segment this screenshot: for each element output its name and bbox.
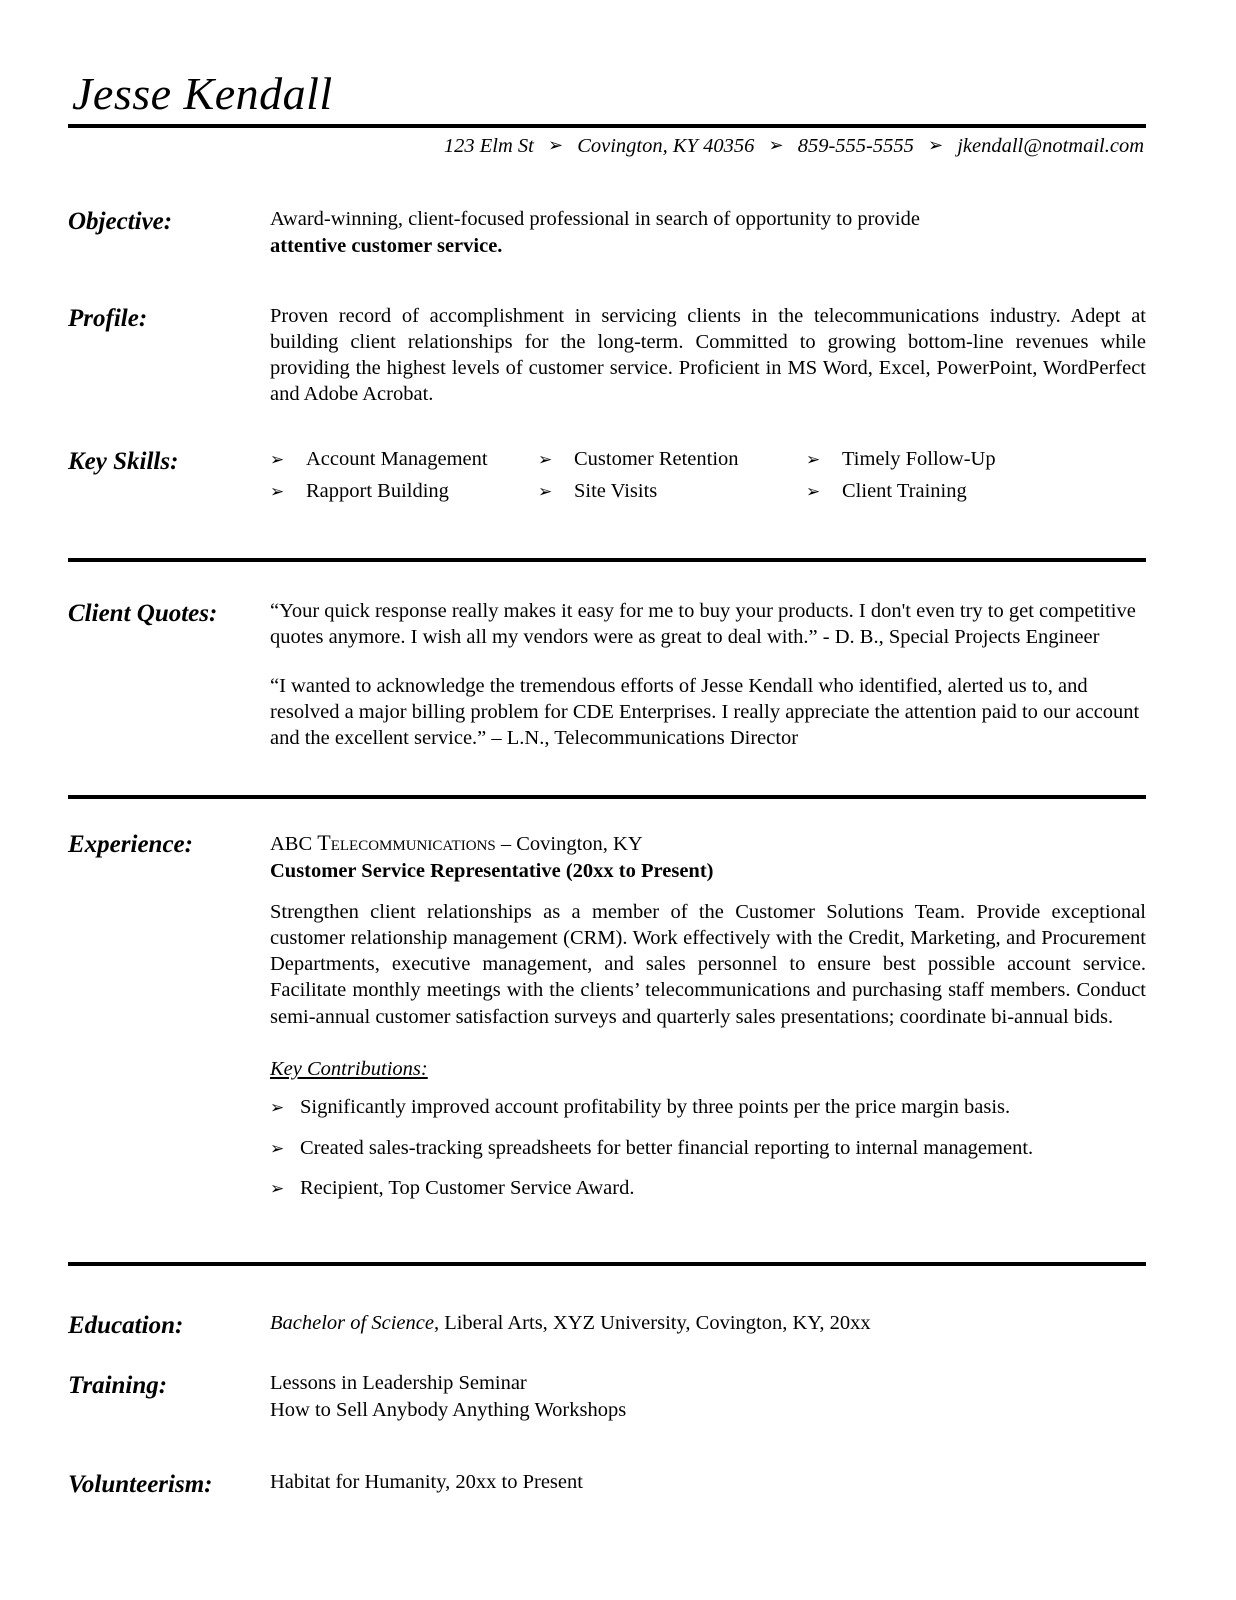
arrow-bullet-icon: ➢ <box>270 449 285 469</box>
volunteerism-text: Habitat for Humanity, 20xx to Present <box>270 1471 583 1494</box>
arrow-separator-icon: ➢ <box>768 135 784 156</box>
list-item <box>270 446 538 472</box>
training-item: Lessons in Leadership Seminar <box>270 1371 527 1394</box>
contact-line <box>68 135 1146 158</box>
section-label-training: Training: <box>68 1371 168 1399</box>
section-education <box>68 1310 1146 1342</box>
list-item <box>270 478 538 504</box>
section-divider <box>68 795 1146 799</box>
client-quote-1: “Your quick response really makes it easy for me to buy your products. I don't even try to get competitive quotes anymore. I wish all my vendors were as great to deal with.” - D. B., Special Projects Engineer <box>270 600 1136 649</box>
skills-column-3 <box>806 446 1146 510</box>
section-label-objective: Objective: <box>68 208 173 236</box>
section-divider <box>68 558 1146 562</box>
skills-column-2 <box>538 446 806 510</box>
employer-name-prefix: ABC <box>270 833 318 856</box>
section-experience <box>68 829 1146 1216</box>
education-degree: Bachelor of Science <box>270 1311 434 1334</box>
education-content <box>270 1310 1146 1336</box>
training-item: How to Sell Anybody Anything Workshops <box>270 1398 627 1421</box>
skill-label: Site Visits <box>574 479 658 502</box>
section-profile <box>68 303 1146 408</box>
section-volunteerism <box>68 1469 1146 1501</box>
resume-header <box>0 0 1236 158</box>
section-divider <box>68 1262 1146 1266</box>
section-label-experience: Experience: <box>68 831 193 859</box>
arrow-separator-icon: ➢ <box>927 135 944 156</box>
key-skills-grid <box>270 446 1146 510</box>
employer-line <box>270 829 1146 858</box>
objective-content <box>270 206 1146 258</box>
arrow-bullet-icon: ➢ <box>806 481 821 501</box>
contact-email: jkendall@notmail.com <box>957 135 1144 158</box>
contact-city-state-zip: Covington, KY 40356 <box>577 135 755 158</box>
arrow-bullet-icon: ➢ <box>270 1098 285 1118</box>
header-rule <box>68 124 1146 128</box>
arrow-bullet-icon: ➢ <box>538 481 553 501</box>
skill-label: Customer Retention <box>574 447 739 470</box>
arrow-bullet-icon: ➢ <box>270 1138 285 1158</box>
skill-label: Client Training <box>842 479 967 502</box>
list-item <box>538 478 806 504</box>
training-content <box>270 1370 1146 1423</box>
contribution-text: Created sales-tracking spreadsheets for better financial reporting to internal management. <box>300 1136 1034 1159</box>
section-label-key-skills: Key Skills: <box>68 447 179 475</box>
key-skills-content <box>270 446 1146 510</box>
skills-column-1 <box>270 446 538 510</box>
arrow-separator-icon: ➢ <box>548 135 564 156</box>
quote-spacer <box>270 651 1146 673</box>
arrow-bullet-icon: ➢ <box>538 449 553 469</box>
skill-label: Account Management <box>306 447 488 470</box>
section-label-volunteerism: Volunteerism: <box>68 1471 213 1499</box>
education-details: , Liberal Arts, XYZ University, Covington, KY, 20xx <box>433 1311 871 1334</box>
job-description: Strengthen client relationships as a member of the Customer Solutions Team. Provide exceptional customer relationship management (CRM). Work effectively with the Credit, Marketing, and Procurement Departments, executive management, and sales personnel to ensure best possible account service. Facilitate monthly meetings with the clients’ telecommunications and purchasing staff members. Conduct semi-annual customer satisfaction surveys and quarterly sales presentations; coordinate bi-annual bids. <box>270 900 1146 1028</box>
contact-phone: 859-555-5555 <box>797 135 914 158</box>
list-item <box>270 1175 1146 1202</box>
list-item <box>806 446 1146 472</box>
list-item <box>538 446 806 472</box>
job-title: Customer Service Representative (20xx to Present) <box>270 859 714 882</box>
arrow-bullet-icon: ➢ <box>806 449 821 469</box>
section-label-client-quotes: Client Quotes: <box>68 600 218 628</box>
section-client-quotes <box>68 598 1146 751</box>
arrow-bullet-icon: ➢ <box>270 481 285 501</box>
objective-text: Award-winning, client-focused professional in search of opportunity to provide <box>270 208 920 231</box>
contribution-text: Recipient, Top Customer Service Award. <box>300 1177 635 1200</box>
employer-name-smallcaps: Telecommunications <box>317 830 496 856</box>
section-label-education: Education: <box>68 1311 184 1339</box>
skill-label: Timely Follow-Up <box>842 447 996 470</box>
objective-emphasis: attentive customer service. <box>270 234 503 257</box>
list-item <box>270 1094 1146 1121</box>
section-label-profile: Profile: <box>68 304 148 332</box>
client-quotes-content <box>270 598 1146 751</box>
section-training <box>68 1370 1146 1423</box>
contact-address: 123 Elm St <box>443 135 534 158</box>
experience-content <box>270 829 1146 1216</box>
list-item <box>806 478 1146 504</box>
client-quote-2: “I wanted to acknowledge the tremendous efforts of Jesse Kendall who identified, alerted us to, and resolved a major billing problem for CDE Enterprises. I really appreciate the attention paid to our account and the excellent service.” – L.N., Telecommunications Director <box>270 674 1140 750</box>
key-contributions-heading: Key Contributions: <box>270 1057 428 1080</box>
candidate-name: Jesse Kendall <box>72 68 333 119</box>
profile-text: Proven record of accomplishment in servicing clients in the telecommunications industry. Adept at building client relationships for the long-term. Committed to growing bottom-line revenues while providing the highest levels of customer service. Proficient in MS Word, Excel, PowerPoint, WordPerfect and Adobe Acrobat. <box>270 304 1146 406</box>
section-key-skills <box>68 446 1146 510</box>
employer-location: – Covington, KY <box>495 833 643 856</box>
section-objective <box>68 206 1146 258</box>
list-item <box>270 1135 1146 1162</box>
arrow-bullet-icon: ➢ <box>270 1179 285 1199</box>
contribution-text: Significantly improved account profitability by three points per the price margin basis. <box>300 1096 1011 1119</box>
resume-body <box>0 206 1236 1501</box>
skill-label: Rapport Building <box>306 479 449 502</box>
